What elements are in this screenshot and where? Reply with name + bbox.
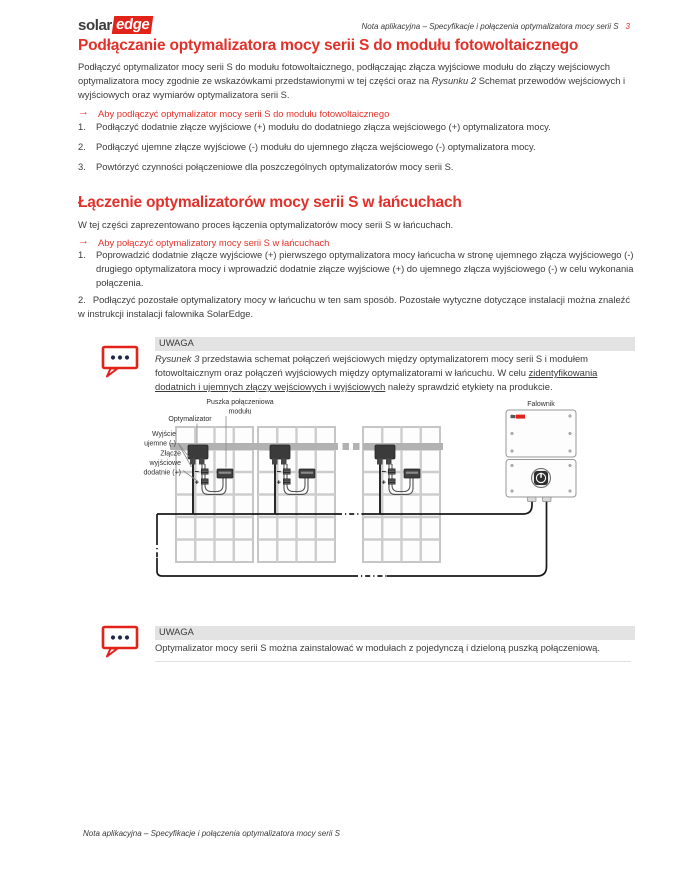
divider [155, 661, 631, 662]
dc-switch-knob [532, 469, 551, 488]
list-item [78, 120, 634, 134]
intro-text: Schemat przewodów wejściowych i wyjściowych oraz wymiarów optymalizatora serii S. [78, 75, 626, 100]
list-item [78, 293, 634, 321]
note-header: UWAGA [155, 626, 635, 640]
note-body: Optymalizator mocy serii S można zainstalować w modułach z pojedynczą i dzieloną puszką połączeniową. [155, 642, 601, 653]
solaredge-logo [78, 17, 152, 35]
step-number: 1. [78, 249, 86, 260]
list-item [78, 160, 634, 174]
note-text: należy sprawdzić etykiety na produkcie. [385, 381, 553, 392]
procedure-label: Aby połączyć optymalizatory mocy serii S w łańcuchach [98, 237, 330, 248]
inverter-label: Falownik [527, 401, 555, 408]
logo-solar-text: solar [78, 17, 112, 34]
note-header: UWAGA [155, 337, 635, 351]
negative-output-label: ujemne (-) [144, 440, 176, 448]
running-header [330, 22, 630, 31]
page-number: 3 [625, 22, 630, 31]
negative-output-label: Wyjście [151, 431, 176, 438]
optimizer-label: Optymalizator [168, 416, 212, 423]
logo-edge-text: edge [112, 16, 154, 34]
positive-connector-label: wyjściowe [149, 460, 181, 467]
procedure-heading-1 [78, 107, 634, 120]
step-number: 2. [78, 141, 86, 152]
note-body [155, 352, 607, 394]
section1-title: Podłączanie optymalizatora mocy serii S do modułu fotowoltaicznego [78, 37, 579, 54]
mounting-rail [170, 443, 443, 450]
junction-box-label: Puszka połączeniowa [206, 399, 274, 406]
wiring-diagram: − + Falownik Optymalizator Puszka połączeniowa modułu Wyjście ujemne (-) Złącze wyjściowe dodatnie (+) [85, 394, 655, 610]
step-text: Podłączyć pozostałe optymalizatory mocy w łańcuchu w ten sam sposób. Pozostałe wytyczne dotyczące instalacji można znaleźć w instrukcji instalacji falownika SolarEdge. [78, 294, 631, 319]
step-number: 2. [78, 294, 86, 305]
arrow-icon: → [78, 235, 89, 247]
section2-steps [78, 248, 634, 327]
positive-connector-label: Złącze [160, 450, 181, 458]
inverter [506, 401, 576, 502]
running-footer: Nota aplikacyjna – Specyfikacje i połączenia optymalizatora mocy serii S [83, 829, 341, 838]
note-bubble-icon [100, 624, 140, 658]
inverter-logo [511, 415, 516, 418]
procedure-label: Aby podłączyć optymalizator mocy serii S do modułu fotowoltaicznego [98, 108, 390, 119]
section2-title: Łączenie optymalizatorów mocy serii S w łańcuchach [78, 194, 462, 211]
positive-connector-label: dodatnie (+) [143, 469, 181, 477]
step-number: 1. [78, 121, 86, 132]
step-text: Podłączyć ujemne złącze wyjściowe (-) modułu do ujemnego złącza wejściowego (-) optymalizatora mocy. [96, 141, 536, 152]
arrow-icon: → [78, 106, 89, 118]
list-item [78, 140, 634, 154]
junction-box-label: modułu [228, 408, 252, 416]
section2-intro: W tej części zaprezentowano proces łączenia optymalizatorów mocy serii S w łańcuchach. [78, 219, 454, 230]
inverter-logo-red [516, 415, 525, 419]
step-text: Powtórzyć czynności połączeniowe dla poszczególnych optymalizatorów mocy serii S. [96, 161, 454, 172]
cable-gland [528, 497, 537, 502]
running-header-title: Nota aplikacyjna – Specyfikacje i połączenia optymalizatora mocy serii S [361, 22, 619, 31]
step-text: Poprowadzić dodatnie złącze wyjściowe (+) pierwszego optymalizatora mocy łańcucha w stronę ujemnego złącza wyjściowego (-) drugiego optymalizatora mocy i wprowadzić dodatnie złącze wyjściowe (+) do ujemnego złącza wyjściowego (-) w celu wykonania połączenia. [96, 249, 634, 288]
note-text-underlined: zidentyfikowania dodatnich i ujemnych złączy wejściowych i wyjściowych [155, 367, 598, 392]
cable-gland [543, 497, 552, 502]
section1-intro [78, 60, 634, 102]
section1-steps [78, 120, 634, 180]
list-item [78, 248, 634, 290]
note-bubble-icon [100, 344, 140, 378]
note-text: przedstawia schemat połączeń wejściowych między optymalizatorem mocy serii S i modułem fotowoltaicznym oraz połączeń wyjściowych między optymalizatorami w łańcuchu. W celu [155, 353, 588, 378]
step-text: Podłączyć dodatnie złącze wyjściowe (+) modułu do dodatniego złącza wejściowego (+) optymalizatora mocy. [96, 121, 551, 132]
step-number: 3. [78, 161, 86, 172]
figure-reference: Rysunek 3 [155, 353, 200, 364]
intro-text: Podłączyć optymalizator mocy serii S do modułu fotowoltaicznego, podłączając złącza wyjściowe modułu do złączy wejściowych optymalizatora mocy zgodnie ze wskazówkami przedstawionymi w tej części oraz na [78, 61, 611, 86]
figure-reference: Rysunku 2 [431, 75, 477, 86]
